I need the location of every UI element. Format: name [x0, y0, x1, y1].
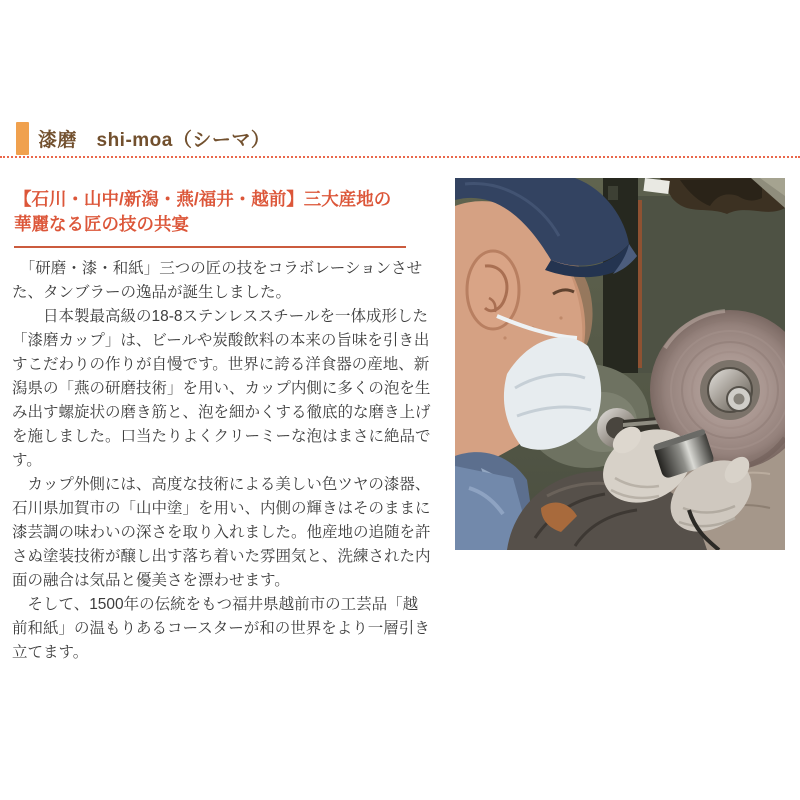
paragraph-polishing: 日本製最高級の18-8ステンレススチールを一体成形した「漆磨カップ」は、ビールや炭酸飲料の本来の旨味を引き出すこだわりの作りが自慢です。世界に誇る洋食器の産地、新潟県の「燕の研磨技術」を用い、カップ内側に多くの泡を生み出す螺旋状の磨き筋と、泡を細かくする徹底的な磨き上げを施しました。口当たりよくクリーミーな泡はまさに絶品です。 [12, 308, 431, 469]
article-heading: 【石川・山中/新潟・燕/福井・越前】三大産地の華麗なる匠の技の共宴 [14, 187, 406, 248]
craftsman-photo-illustration [455, 178, 785, 550]
section-header [0, 121, 800, 158]
article-text-column [12, 187, 433, 665]
paragraph-washi: そして、1500年の伝統をもつ福井県越前市の工芸品「越前和紙」の温もりあるコースターが和の世界をより一層引き立てます。 [12, 596, 430, 661]
header-accent-bar [16, 122, 29, 155]
product-title: 漆磨 shi-moa（シーマ） [38, 130, 271, 151]
paragraph-intro: 「研磨・漆・和紙」三つの匠の技をコラボレーションさせた、タンブラーの逸品が誕生しました。 [12, 260, 423, 301]
craftsman-photo [455, 178, 785, 550]
article-body [12, 257, 433, 665]
paragraph-lacquer: カップ外側には、高度な技術による美しい色ツヤの漆器、石川県加賀市の「山中塗」を用い、内側の輝きはそのままに漆芸調の味わいの深さを取り入れました。他産地の追随を許さぬ塗装技術が醸し出す落ち着いた雰囲気と、洗練された内面の融合は気品と優美さを漂わせます。 [12, 476, 431, 589]
